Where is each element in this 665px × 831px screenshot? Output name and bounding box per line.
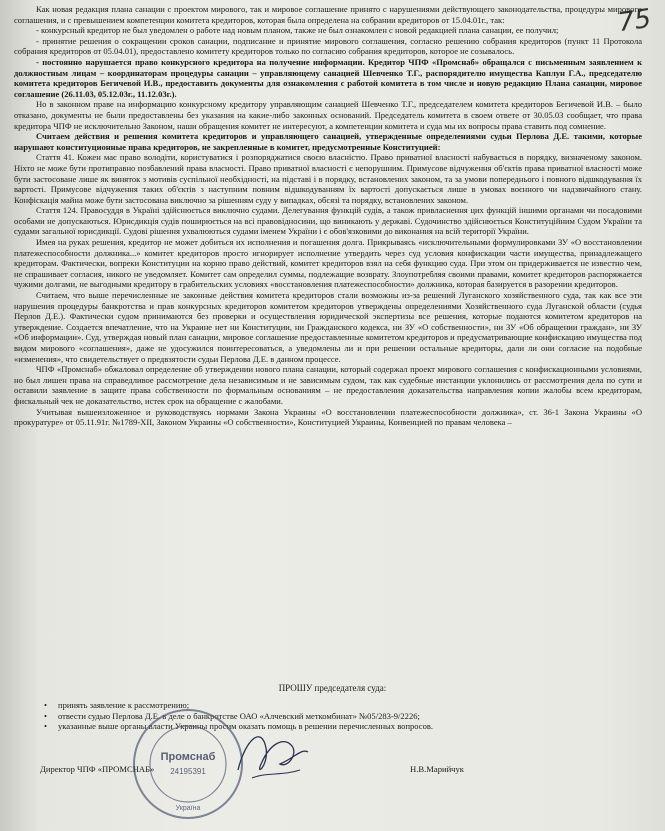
request-item: • указанные выше органы власти Украины просим оказать помощь в решении перечисленных вопросов. bbox=[44, 721, 624, 732]
paragraph-8: Стаття 124. Правосуддя в Україні здійснюється виключно судами. Делегування функцій судів, а також привласнення цих функцій іншими органами чи посадовими особами не допускаються. Юрисдикція судів поширюється на всі правовідносини, що виникають у державі. Судочинство здійснюється Конституційним Судом України та судами загальної юрисдикції. Судові рішення ухвалюються судами іменем України і є обов'язковими до виконання на всій території України. bbox=[14, 205, 642, 237]
request-heading: ПРОШУ председателя суда: bbox=[278, 683, 387, 693]
stamp-country: Україна bbox=[175, 805, 201, 812]
stamp-name: Промснаб bbox=[160, 751, 216, 763]
paragraph-3: - принятие решения о сокращении сроков санации, подписание и принятие мирового соглашения, согласно решению собрания кредиторов (пункт 11 Протокола собрания кредиторов от 05.04.01), предоставлено комитету кредиторов только по согласию собрания кредиторов, которое не созывалось. bbox=[14, 35, 642, 57]
paragraph-6: Считаем действия и решения комитета кредиторов и управляющего санацией, утвержденные определениями судьи Перлова Д.Е. такими, которые нарушают конституционные права кредиторов, не закрепленные в комитет, предусмотренные Конституцией: bbox=[14, 131, 642, 152]
paragraph-10: Считаем, что выше перечисленные не законные действия комитета кредиторов стали возможны из-за решений Луганского хозяйственного суда, так как все эти нарушения процедуры банкротства и прав конкурсных кредиторов комитетом кредиторов утверждены определениями Хозяйственного суда Луганской области (судья Перлов Д.Е.). Фактически судом принимаются без проверки и осуществления юридической экспертизы все решения, которые подаются комитетом кредиторов на утверждение. Создается впечатление, что на Украине нет ни Конституции, ни Гражданского кодекса, ни ЗУ «О собственности», ни ЗУ «Об обращении граждан», ни ЗУ «Об информации». Суд, утверждая новый план санации, мировое соглашение предоставленные комитетом кредиторов и предусматривающие конфискацию имущества под видом мирового «соглашения», даже не удосужился поинтересоваться, а уведомлены ли и при решении остальные кредиторы, дали ли они согласие на подобные «изменения», что свидетельствует о предвзятости судьи Перлова Д.Е. в данном процессе. bbox=[14, 290, 642, 364]
request-item: • отвести судью Перлова Д.Е. в деле о банкротстве ОАО «Алчевский меткомбинат» №05/283-9/2226; bbox=[44, 711, 624, 722]
paragraph-4: - постоянно нарушается право конкурсного кредитора на получение информации. Кредитор ЧПФ «Промснаб» обращался с письменным заявлением к должностным лицам – координаторам процедуры санации – управляющему санацией Шевченко Т.Г., распорядителю имущества Каплун Г.А., председателю комитета кредиторов Бегичевой И.В., предоставить документы для ознакомления с работой комитета в том числе и новую редакцию Плана санации, мировое соглашение (26.11.03, 05.12.03г., 11.12.03г.). bbox=[14, 56, 642, 99]
stamp-code: 24195391 bbox=[170, 767, 206, 776]
paragraph-7: Стаття 41. Кожен має право володіти, користуватися і розпоряджатися своєю власністю. Право приватної власності набувається в порядку, визначеному законом. Ніхто не може бути протиправно позбавлений права власності. Право приватної власності є непорушним. Примусове відчуження об'єктів права приватної власності може бути застосоване лише як виняток з мотивів суспільної необхідності, на підставі і в порядку, встановлених законом, та за умови попереднього і повного відшкодування їх вартості. Примусове відчуження таких об'єктів з наступним повним відшкодуванням їх вартості допускається лише в умовах воєнного чи надзвичайного стану. Конфіскація майна може бути застосована виключно за рішенням суду у випадках, обсязі та порядку, встановлених законом. bbox=[14, 152, 642, 205]
paragraph-9: Имея на руках решения, кредитор не может добиться их исполнения и погашения долга. Прикрываясь «исключительными формулировками ЗУ «О восстановлении платежеспособности должника...» комитет кредиторов просто игнорирует исполнение утвердить через суд условия конфискации части имущества, принадлежащего кредиторам. Фактически, вопреки Конституции на корню право действий, комитет кредиторов взял на себя функцию суда. При этом он придерживается не известно чем, не спрашивает согласия, никого не уведомляет. Комитет сам определил суммы, подлежащие возврату. Злоупотребляя своими правами, комитет кредиторов распоряжается чужими долгами, не выгодными кредитору в грабительских условиях «восстановления платежеспособности» должника, которая базируется в разорении кредиторов. bbox=[14, 237, 642, 290]
paragraph-12: Учитывая вышеизложенное и руководствуясь нормами Закона Украины «О восстановлении платежеспособности должника», ст. 36-1 Закона Украины «О прокуратуре» от 05.11.91г. №1789-XII, Законом Украины «О собственности», Конституцией Украины, Конвенцией по правам человека – bbox=[14, 406, 642, 428]
request-item: • принять заявление к рассмотрению; bbox=[44, 700, 624, 711]
document-body bbox=[14, 4, 642, 428]
paragraph-11: ЧПФ «Промснаб» обжаловал определение об утверждении нового плана санации, который содержал проект мирового соглашения с конфискационными условиями, но был лишен права на справедливое рассмотрение дела независимым и не зависимым судом, так как судебные инстанции уклонились от рассмотрения дела по сути и оставили заявление в защите права собственности по формальным основаниям – не предоставления доказательства направления копии жалобы всем кредиторам, фискальный чек не доказательство, истек срок на обращение с жалобами. bbox=[14, 364, 642, 406]
signer-name: Н.В.Марийчук bbox=[410, 764, 464, 774]
paragraph-2: - конкурсный кредитор не был уведомлен о работе над новым планом, также не был ознакомлен с новой редакцией плана санации, ее получил; bbox=[36, 25, 559, 36]
handwritten-signature bbox=[232, 718, 312, 788]
paragraph-1: Как новая редакция плана санации с проектом мирового, так и мировое соглашение принято с нарушениями действующего законодательства, процедуры мирового соглашения, и с превышением компетенции комитета кредиторов, которая была определена на собрании кредиторов от 15.04.01г., так: bbox=[14, 4, 642, 25]
handwritten-page-number: 75 bbox=[616, 3, 654, 39]
director-label: Директор ЧПФ «ПРОМСНАБ» bbox=[40, 764, 155, 774]
paragraph-5: Но в законном праве на информацию конкурсному кредитору управляющим санацией Шевченко Т.Г., председателем комитета кредиторов Бегичевой И.В. – было отказано, документы не были предоставлены без указания на какие-либо законных оснований. Председатель комитета в своем ответе от 30.05.03 сообщает, что права кредитора ЧПФ не исключительно Законом, наши обращения комитет не интересуют, а компетенции комитета и суда мы их вопросы права ставить под сомнение. bbox=[14, 99, 642, 131]
